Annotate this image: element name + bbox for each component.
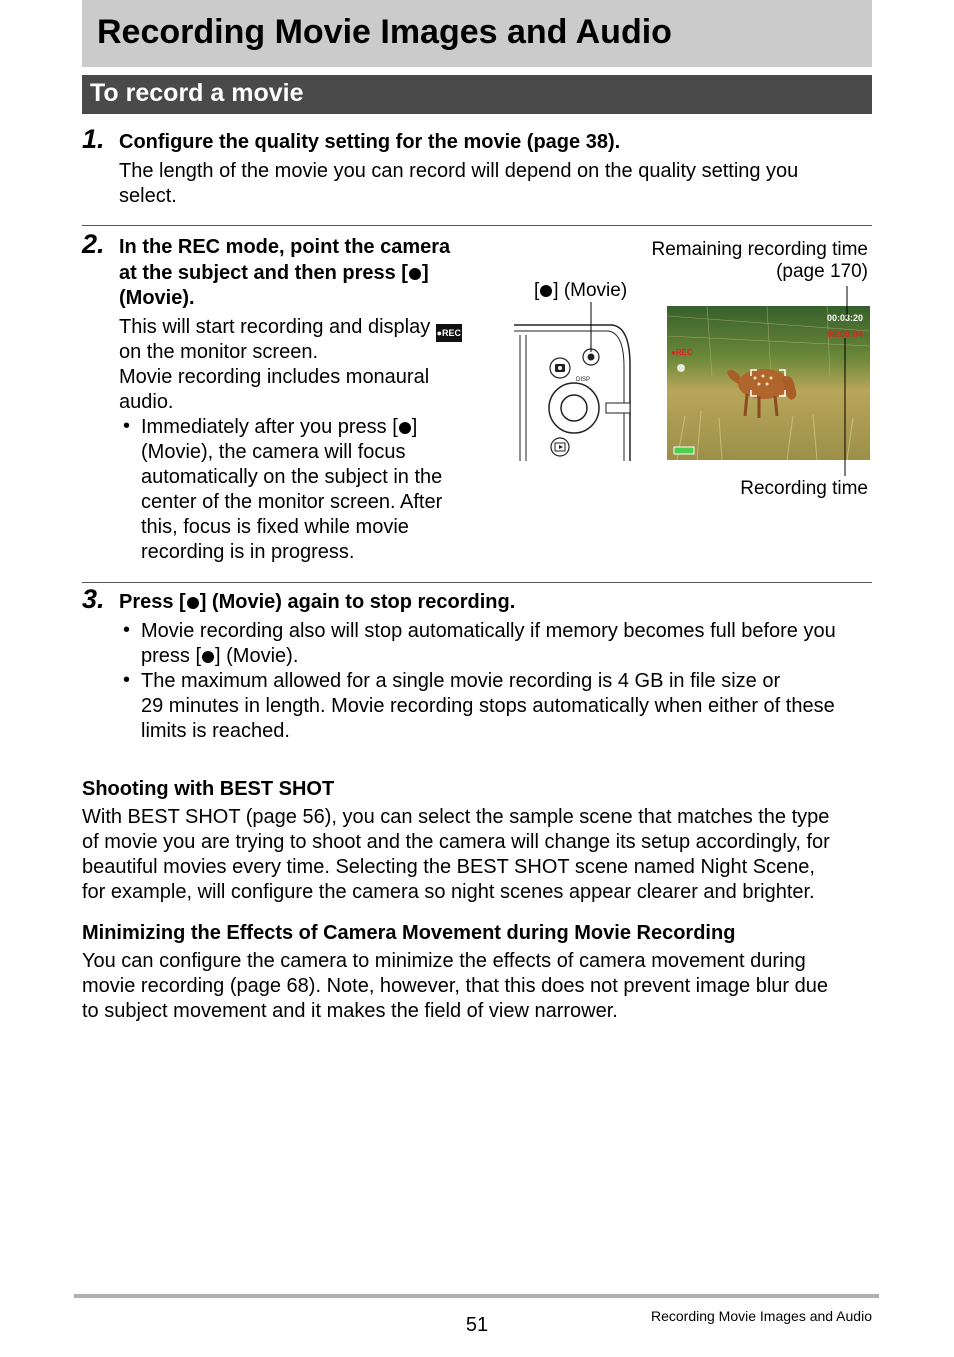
title-bar: [82, 0, 872, 67]
stabilize-line-1: You can configure the camera to minimize the effects of camera movement during: [82, 950, 806, 972]
recording-time-readout: 00:00:04: [827, 329, 864, 339]
section-bar: [82, 75, 872, 114]
best-shot-line-1: With BEST SHOT (page 56), you can select the sample scene that matches the type: [82, 806, 830, 828]
step-3-bullet-2-line-2: 29 minutes in length. Movie recording stops automatically when either of these: [141, 695, 835, 717]
running-title: Recording Movie Images and Audio: [650, 1308, 872, 1324]
stabilize-line-2: movie recording (page 68). Note, however, that this does not prevent image blur due: [82, 975, 828, 997]
movie-button-dot-icon: [202, 651, 214, 663]
stabilize-line-3: to subject movement and it makes the field of view narrower.: [82, 1000, 618, 1022]
bullet-marker: •: [123, 669, 131, 691]
step-3-heading: Press [ ] (Movie) again to stop recording.: [119, 591, 516, 613]
page-title: Recording Movie Images and Audio: [97, 13, 672, 51]
step-3-bullet-2-line-3: limits is reached.: [141, 720, 290, 742]
movie-button-dot-icon: [409, 268, 421, 280]
section-title: To record a movie: [90, 79, 304, 107]
step-2-bullet-line-2: (Movie), the camera will focus: [141, 441, 406, 463]
page-number: 51: [465, 1314, 489, 1336]
step-2-body-line-3: Movie recording includes monaural: [119, 366, 430, 388]
remaining-time-label-line-2: (page 170): [776, 261, 868, 282]
movie-button-dot-icon: [540, 285, 552, 297]
recording-time-label: Recording time: [740, 478, 868, 499]
movie-button-dot-icon: [187, 597, 199, 609]
divider: [82, 582, 872, 583]
step-2-bullet-line-1: Immediately after you press [ ]: [141, 416, 418, 438]
step-2-bullet-line-4: center of the monitor screen. After: [141, 491, 443, 513]
step-3-bullet-1-line-1: Movie recording also will stop automatically if memory becomes full before you: [141, 620, 836, 642]
bullet-marker: •: [123, 619, 131, 641]
step-1-body-line-2: select.: [119, 185, 177, 207]
footer-rule: [74, 1294, 879, 1298]
divider: [82, 225, 872, 226]
step-3-bullet-2-line-1: The maximum allowed for a single movie recording is 4 GB in file size or: [141, 670, 781, 692]
step-2-body-line-1: This will start recording and display ●REC: [119, 315, 462, 342]
remaining-time-readout: 00:03:20: [827, 313, 864, 323]
movie-button-label: [ ] (Movie): [534, 280, 628, 301]
stabilize-heading: Minimizing the Effects of Camera Movement during Movie Recording: [82, 922, 736, 944]
best-shot-line-4: for example, will configure the camera so night scenes appear clearer and brighter.: [82, 881, 815, 903]
step-3-bullet-1-line-2: press [ ] (Movie).: [141, 645, 299, 667]
step-1-body-line-1: The length of the movie you can record will depend on the quality setting you: [119, 160, 799, 182]
screen-rec-indicator: ●REC: [671, 348, 693, 357]
step-2-body-line-4: audio.: [119, 391, 174, 413]
step-2-number: 2.: [82, 229, 105, 259]
best-shot-heading: Shooting with BEST SHOT: [82, 778, 335, 800]
step-2-heading-line-2: at the subject and then press [ ]: [119, 262, 429, 284]
step-3-number: 3.: [82, 584, 105, 614]
step-2-body-line-2: on the monitor screen.: [119, 341, 318, 363]
step-1-number: 1.: [82, 124, 105, 154]
remaining-time-label-line-1: Remaining recording time: [651, 239, 868, 260]
disp-text: DISP: [576, 377, 591, 383]
step-2-bullet-line-6: recording is in progress.: [141, 541, 355, 563]
best-shot-line-2: of movie you are trying to shoot and the camera will change its setup accordingly, for: [82, 831, 830, 853]
bullet-marker: •: [123, 415, 131, 437]
best-shot-line-3: beautiful movies every time. Selecting the BEST SHOT scene named Night Scene,: [82, 856, 815, 878]
step-1-heading: Configure the quality setting for the movie (page 38).: [119, 131, 621, 153]
movie-button-dot-icon: [399, 422, 411, 434]
rec-icon: ●REC: [436, 324, 462, 342]
step-2-bullet-line-3: automatically on the subject in the: [141, 466, 443, 488]
step-2-heading-line-3: (Movie).: [119, 287, 195, 309]
leader-lines: [580, 280, 880, 480]
step-2-heading-line-1: In the REC mode, point the camera: [119, 236, 451, 258]
step-2-bullet-line-5: this, focus is fixed while movie: [141, 516, 409, 538]
